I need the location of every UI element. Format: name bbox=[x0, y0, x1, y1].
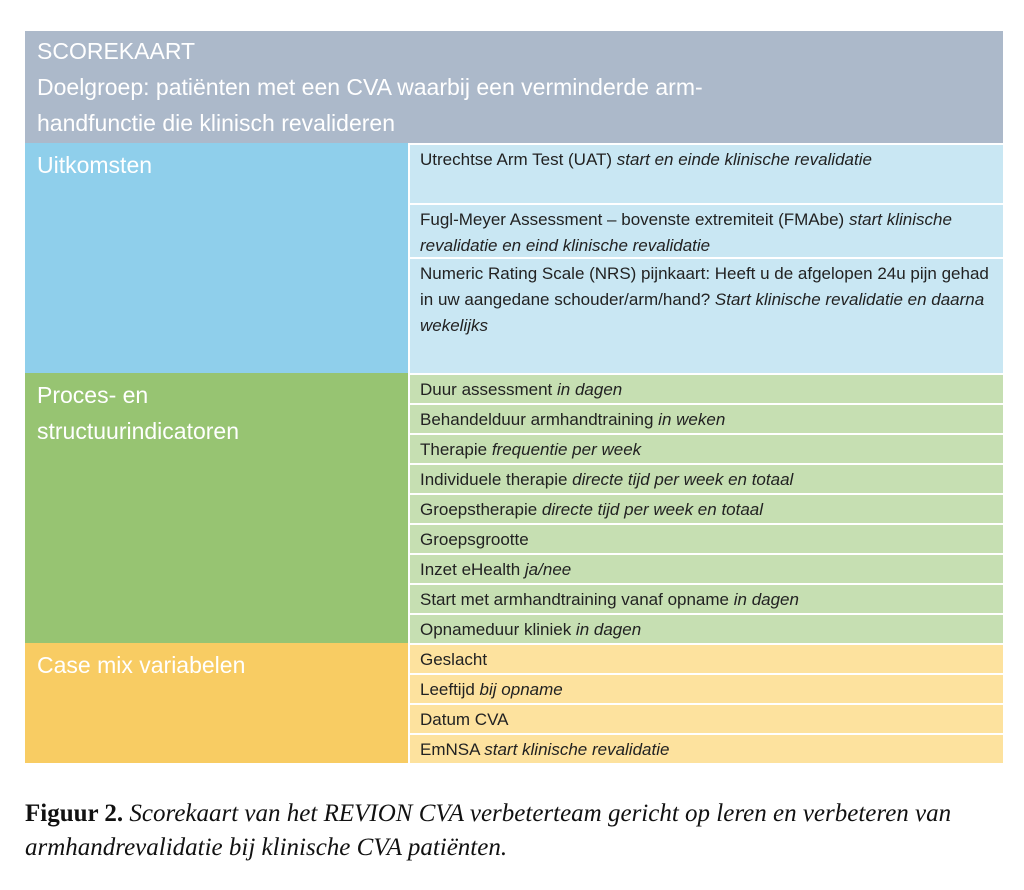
item-text: Behandelduur armhandtraining bbox=[420, 410, 659, 429]
item-text: Opnameduur kliniek bbox=[420, 620, 576, 639]
scorecard-header bbox=[25, 31, 1003, 143]
table-row bbox=[408, 257, 1003, 373]
figure-caption bbox=[25, 797, 1005, 865]
item-text: Groepsgrootte bbox=[420, 530, 529, 549]
item-italic-text: in dagen bbox=[557, 380, 623, 399]
table-row bbox=[408, 583, 1003, 613]
item-italic-text: frequentie per week bbox=[491, 440, 642, 459]
section-outcomes bbox=[25, 143, 1003, 373]
figure-number: Figuur 2. bbox=[25, 800, 124, 827]
item-italic-text: Start klinische revalidatie en daarna wekelijks bbox=[420, 290, 985, 335]
section-label-process-line-1: Proces- en bbox=[37, 382, 149, 408]
target-group-line-1: Doelgroep: patiënten met een CVA waarbij een verminderde arm- bbox=[37, 74, 703, 100]
item-italic-text: in dagen bbox=[575, 620, 642, 639]
item-italic-text: directe tijd per week en totaal bbox=[541, 500, 764, 519]
table-row bbox=[408, 733, 1003, 763]
item-text: EmNSA bbox=[420, 740, 485, 759]
table-row bbox=[408, 703, 1003, 733]
section-process-indicators bbox=[25, 373, 1003, 643]
table-row bbox=[408, 643, 1003, 673]
table-row bbox=[408, 463, 1003, 493]
case-mix-items bbox=[408, 643, 1003, 763]
item-italic-text: start klinische revalidatie en eind klinische revalidatie bbox=[420, 210, 952, 255]
item-italic-text: directe tijd per week en totaal bbox=[572, 470, 794, 489]
table-row bbox=[408, 523, 1003, 553]
table-row bbox=[408, 673, 1003, 703]
table-row bbox=[408, 433, 1003, 463]
section-label-process bbox=[25, 373, 408, 643]
item-text: Numeric Rating Scale (NRS) pijnkaart: Heeft u de afgelopen 24u pijn gehad in uw aangedane schouder/arm/hand? bbox=[420, 264, 989, 309]
item-text: Fugl-Meyer Assessment – bovenste extremiteit (FMAbe) bbox=[420, 210, 849, 229]
section-label-outcomes: Uitkomsten bbox=[25, 143, 408, 373]
table-row bbox=[408, 143, 1003, 203]
section-case-mix bbox=[25, 643, 1003, 763]
table-row bbox=[408, 613, 1003, 643]
section-label-process-line-2: structuurindicatoren bbox=[37, 418, 239, 444]
table-row bbox=[408, 203, 1003, 257]
table-row bbox=[408, 373, 1003, 403]
item-italic-text: in dagen bbox=[733, 590, 799, 609]
outcomes-items bbox=[408, 143, 1003, 373]
item-text: Utrechtse Arm Test (UAT) bbox=[420, 150, 617, 169]
target-group-line-2: handfunctie die klinisch revalideren bbox=[37, 110, 395, 136]
item-text: Datum CVA bbox=[420, 710, 509, 729]
item-text: Groepstherapie bbox=[420, 500, 542, 519]
item-text: Start met armhandtraining vanaf opname bbox=[420, 590, 734, 609]
item-text: Therapie bbox=[420, 440, 492, 459]
item-italic-text: ja/nee bbox=[524, 560, 572, 579]
item-italic-text: start en einde klinische revalidatie bbox=[616, 150, 872, 169]
scorecard-title: SCOREKAART bbox=[37, 38, 196, 64]
item-italic-text: bij opname bbox=[479, 680, 563, 699]
figure-caption-text: Scorekaart van het REVION CVA verbeterteam gericht op leren en verbeteren van armhandrevalidatie bij klinische CVA patiënten. bbox=[25, 800, 952, 861]
item-italic-text: start klinische revalidatie bbox=[484, 740, 670, 759]
scorecard-table bbox=[25, 31, 1003, 763]
item-italic-text: in weken bbox=[658, 410, 726, 429]
section-label-case-mix: Case mix variabelen bbox=[25, 643, 408, 763]
table-row bbox=[408, 493, 1003, 523]
item-text: Geslacht bbox=[420, 650, 488, 669]
table-row bbox=[408, 403, 1003, 433]
process-items bbox=[408, 373, 1003, 643]
table-row bbox=[408, 553, 1003, 583]
item-text: Duur assessment bbox=[420, 380, 557, 399]
item-text: Leeftijd bbox=[420, 680, 480, 699]
item-text: Inzet eHealth bbox=[420, 560, 525, 579]
item-text: Individuele therapie bbox=[420, 470, 573, 489]
